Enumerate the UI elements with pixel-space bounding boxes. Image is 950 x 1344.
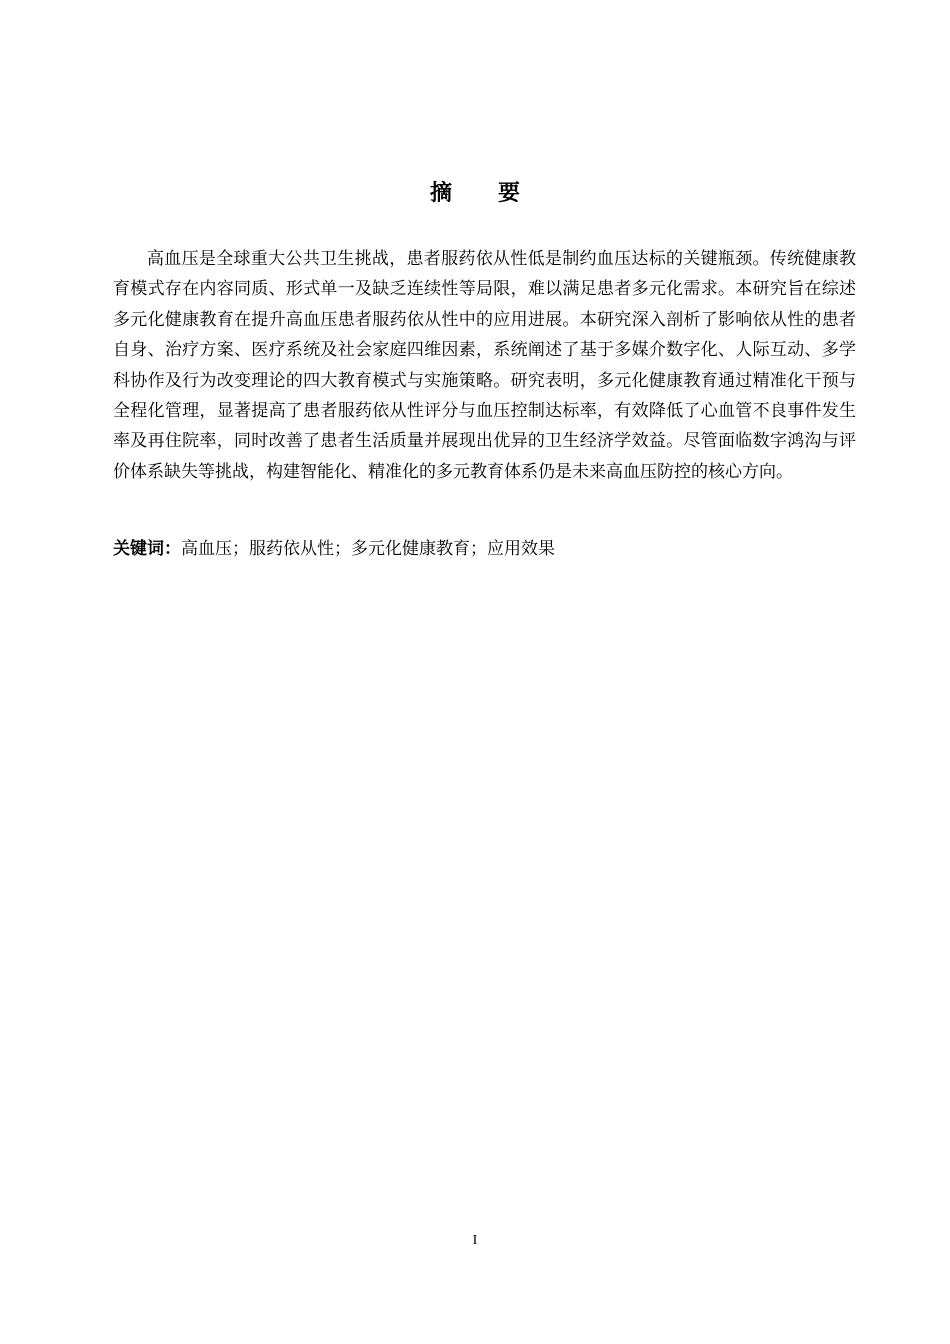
abstract-heading-char-1: 摘 [429, 181, 452, 206]
abstract-heading [0, 178, 950, 210]
abstract-heading-char-2: 要 [498, 181, 521, 206]
keywords-line [113, 534, 856, 564]
page-number: I [472, 1233, 478, 1248]
abstract-body: 高血压是全球重大公共卫生挑战，患者服药依从性低是制约血压达标的关键瓶颈。传统健康教育模式存在内容同质、形式单一及缺乏连续性等局限，难以满足患者多元化需求。本研究旨在综述多元化健康教育在提升高血压患者服药依从性中的应用进展。本研究深入剖析了影响依从性的患者自身、治疗方案、医疗系统及社会家庭四维因素，系统阐述了基于多媒介数字化、人际互动、多学科协作及行为改变理论的四大教育模式与实施策略。研究表明，多元化健康教育通过精准化干预与全程化管理，显著提高了患者服药依从性评分与血压控制达标率，有效降低了心血管不良事件发生率及再住院率，同时改善了患者生活质量并展现出优异的卫生经济学效益。尽管面临数字鸿沟与评价体系缺失等挑战，构建智能化、精准化的多元教育体系仍是未来高血压防控的核心方向。 [113, 249, 856, 482]
keywords-label: 关键词： [113, 539, 181, 559]
keywords-text: 高血压；服药依从性；多元化健康教育；应用效果 [181, 539, 555, 559]
